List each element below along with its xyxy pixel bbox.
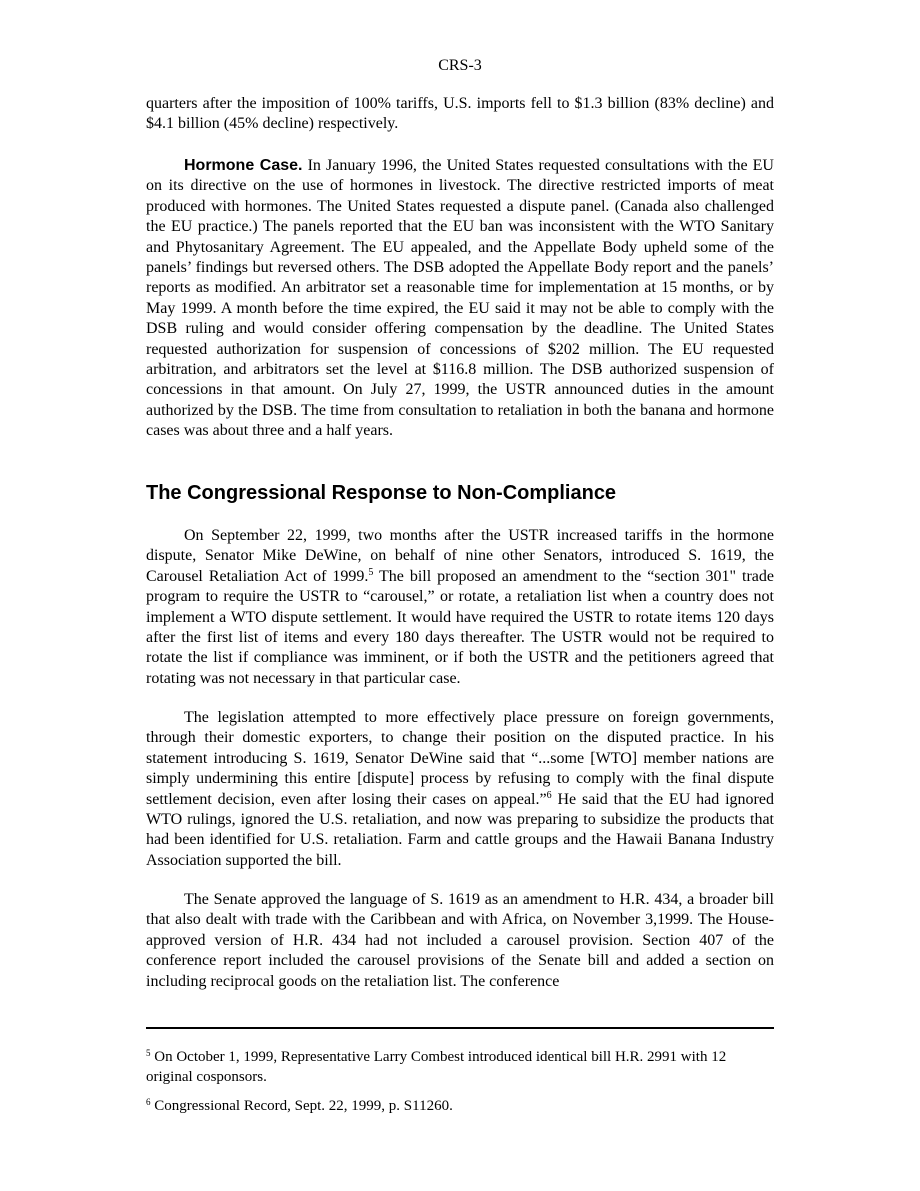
page-number-header: CRS-3 (438, 57, 482, 74)
footnote-ref-5: 5 (368, 566, 374, 578)
footnote-6: $^6$ Congressional Record, Sept. 22, 1999, p. S11260. (146, 1097, 453, 1114)
paragraph-hormone-case: Hormone Case. In January 1996, the United States requested consultations with the EU on its directive on the use of hormones in livestock. The directive restricted imports of meat produced with hormones. The United States requested a dispute panel. (Canada also challenged the EU practice.) The panels reported that the EU ban was inconsistent with the WTO Sanitary and Phytosanitary Agreement. The EU appealed, and the Appellate Body upheld some of the panels’ findings but reversed others. The DSB adopted the Appellate Body report and the panels’ reports as modified. An arbitrator set a reasonable time for implementation at 15 months, or by May 1999. A month before the time expired, the EU said it may not be able to comply with the DSB ruling and would consider offering compensation by the deadline. The United States requested authorization for suspension of concessions of $202 million. The EU requested arbitration, and arbitrators set the level at $116.8 million. The DSB authorized suspension of concessions in that amount. On July 27, 1999, the USTR announced duties in the amount authorized by the DSB. The time from consultation to retaliation in both the banana and hormone cases was about three and a half years. (146, 157, 774, 440)
paragraph-legislation: The legislation attempted to more effectively place pressure on foreign governments, through their domestic exporters, to change their position on the disputed practice. In his statement introducing S. 1619, Senator DeWine said that “...some [WTO] member nations are simply undermining this entire [dispute] process by refusing to comply with the final dispute settlement decision, even after losing their cases on appeal.”$^6$ He said that the EU had ignored WTO rulings, ignored the U.S. retaliation, and now was preparing to subsidize the products that had been identified for U.S. retaliation. Farm and cattle groups and the Hawaii Banana Industry Association supported the bill. (146, 709, 774, 869)
paragraph-senate-approval: The Senate approved the language of S. 1619 as an amendment to H.R. 434, a broader bill that also dealt with trade with the Caribbean and with Africa, on November 3,1999. The House-approved version of H.R. 434 had not included a carousel provision. Section 407 of the conference report included the carousel provisions of the Senate bill and added a section on including reciprocal goods on the retaliation list. The conference (146, 891, 774, 990)
footnote-ref-6: 6 (546, 789, 552, 801)
paragraph-carousel-act: On September 22, 1999, two months after the USTR increased tariffs in the hormone dispute, Senator Mike DeWine, on behalf of nine other Senators, introduced S. 1619, the Carousel Retaliation Act of 1999.$^5$ The bill proposed an amendment to the “section 301" trade program to require the USTR to “carousel,” or rotate, a retaliation list when a country does not implement a WTO dispute settlement. It would have required the USTR to rotate items 120 days after the first list of items and every 180 days thereafter. The USTR would not be required to rotate the list if compliance was imminent, or if both the USTR and the petitioners agreed that rotating was not necessary in that particular case. (146, 527, 774, 687)
footnote-divider (146, 1027, 774, 1029)
footnote-5: $^5$ On October 1, 1999, Representative Larry Combest introduced identical bill H.R. 2991 with 12 original cosponsors. (146, 1048, 727, 1085)
run-in-heading: Hormone Case. (184, 157, 303, 174)
paragraph-banana-continuation: quarters after the imposition of 100% tariffs, U.S. imports fell to $1.3 billion (83% decline) and $4.1 billion (45% decline) respectively. (146, 95, 774, 133)
section-heading: The Congressional Response to Non-Compliance (146, 482, 617, 504)
